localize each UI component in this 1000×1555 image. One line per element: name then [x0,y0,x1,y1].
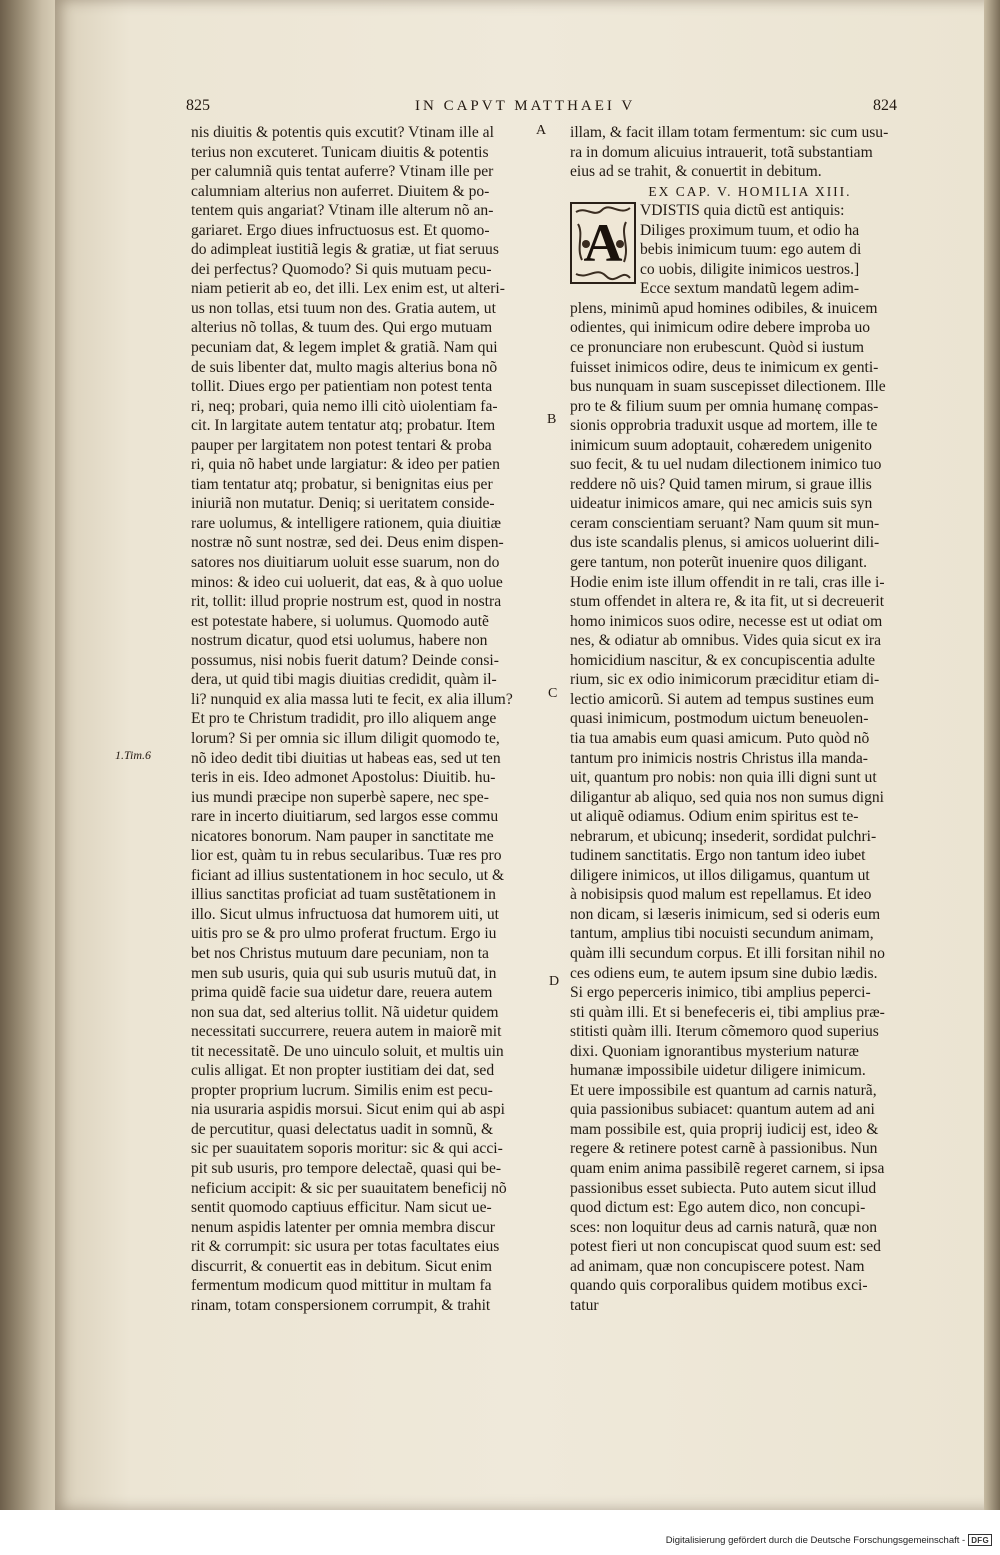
text-line: tit necessitatẽ. De uno uinculo soluit, et multis uin [191,1042,504,1060]
text-line: homo inimicos suos odire, necesse est ut odiat om [570,612,883,630]
text-line: sic per suauitatem soporis moritur: sic & qui acci- [191,1140,503,1158]
text-line: lorum? Si per omnia sic illum diligit quomodo te, [191,729,500,747]
text-line: bebis inimicum tuum: ego autem di [640,241,862,259]
dfg-logo: DFG [968,1534,992,1546]
text-line: gere tantum, non poterũt inuenire quos diligant. [570,554,868,572]
text-line: Et uere impossibile est quantum ad carnis naturã, [570,1081,877,1099]
text-line: quasi inimicum, postmodum uictum beneuolen- [570,710,869,728]
text-line: plens, minimũ apud homines odibiles, & inuicem [570,299,878,317]
text-line: mam possibile est, quia proprij iudicij est, ideo & [570,1120,879,1138]
text-line: est potestate habere, si uolumus. Quomodo autẽ [191,612,489,630]
homily-heading: EX CAP. V. HOMILIA XIII. [648,183,852,199]
text-line: do adimpleat iustitiã legis & gratiæ, ut fiat seruus [191,241,499,259]
text-line: de suis libenter dat, multo magis alterius bona nõ [191,358,498,376]
text-line: cit. In largitate autem tentatur atq; probatur. Item [191,417,496,435]
text-line: nicatores bonorum. Nam pauper in sanctitate me [191,827,494,845]
text-line: neficium accipit: & sic per suauitatem beneficij nõ [191,1179,507,1197]
text-line: sces: non loquitur deus ad carnis naturã, quæ non [570,1218,878,1236]
text-line: uit, quantum pro nobis: non quia illi digni sunt ut [570,769,877,787]
text-line: lectio amicorũ. Si autem ad tempus sustines eum [570,690,875,708]
text-line: pro te & filium suum per omnia humanę compas- [570,397,879,415]
text-line: pit sub usuris, pro tempore delectaẽ, quasi qui be- [191,1159,502,1177]
drop-cap-initial: A [570,202,636,284]
text-line: pauper per largitatem non potest tentari & proba [191,436,492,454]
text-line: culis alligat. Et non propter iustitiam dei dat, sed [191,1062,495,1080]
text-line: propter proprium lucrum. Similis enim est pecu- [191,1081,493,1099]
text-line: teris in eis. Ideo admonet Apostolus: Diuitib. hu- [191,769,496,787]
folio-left: 825 [186,97,210,114]
text-line: nebrarum, et ubicunq; insederit, sordidat pulchri- [570,827,877,845]
text-line: bet nos Christus mutuum dare pecuniam, non ta [191,944,489,962]
text-line: fuisset inimicos odire, deus te inimicum ex genti- [570,358,879,376]
text-line: VDISTIS quia dictũ est antiquis: [640,202,845,220]
book-page [55,0,992,1510]
text-line: de percutitur, quasi delectatus uadit in somnũ, & [191,1120,494,1138]
text-line: tollit. Diues ergo per patientiam non potest tenta [191,378,493,396]
text-line: nia usuraria aspidis morsui. Sicut enim qui ab aspi [191,1101,505,1119]
text-line: nis diuitis & potentis quis excutit? Vtinam ille al [191,124,494,141]
text-line: calumniam alterius non auferret. Diuitem & po- [191,182,490,200]
text-line: illam, & facit illam totam fermentum: sic cum usu- [570,124,889,141]
text-line: tudinem sanctitatis. Ergo non tantum ideo iubet [570,847,866,865]
text-line: à nobisipsis quod malum est repellamus. Et ideo [570,886,872,904]
text-line: Hodie enim iste illum offendit in re tali, cras ille i- [570,573,885,591]
text-line: rium, sic ex odio inimicorum præciditur etiam di- [570,671,880,689]
page-edge [984,0,1000,1510]
text-line: sti quàm illi. Et si benefeceris ei, tibi amplius præ- [570,1003,885,1021]
text-line: diligantur ab aliquo, sed quia nos non sumus digni [570,788,885,806]
text-line: dei perfectus? Quomodo? Si quis mutuam pecu- [191,260,492,278]
text-line: illius sanctitas proficiat ad tuam sustẽtationem in [191,886,496,904]
text-line: nostrum dicatur, quod etsi uolumus, habere non [191,632,488,650]
text-line: alterius nõ tollas, & tuum des. Qui ergo mutuam [191,319,493,337]
text-line: quam enim anima passibilẽ regeret carnem, si ipsa [570,1159,885,1177]
text-line: quàm illi secundum corpus. Et illi forsitan nihil no [570,944,885,962]
text-line: necessitati succurrere, reuera autem in maiorẽ mit [191,1023,502,1041]
text-line: bus nunquam in suam suscepisset dilectionem. Ille [570,378,886,396]
text-line: per calumniã quis tentat auferre? Vtinam ille per [191,163,494,181]
text-line: nes, & odiatur ab omnibus. Vides quia sicut ex ira [570,632,882,650]
text-line: Et pro te Christum tradidit, pro illo aliquem ange [191,710,497,728]
margin-citation: 1.Tim.6 [115,748,152,762]
text-line: ri, neq; probari, quia nemo illi citò uiolentiam fa- [191,397,498,415]
text-line: tantum pro inimicis nostris Christus illa manda- [570,749,868,767]
margin-letter-c: C [548,686,558,701]
text-line: tentem quis angariat? Vtinam ille alterum nõ an- [191,202,494,220]
text-line: Ecce sextum mandatũ legem adim- [640,280,860,298]
text-line: humanæ impossibile uidetur diligere inimicum. [570,1062,866,1080]
margin-letter-a: A [536,123,547,138]
text-line: Diliges proximum tuum, et odio ha [640,221,860,239]
text-line: rit, tollit: illud proprie nostrum est, quod in nostra [191,593,502,611]
text-line: dus iste scandalis plenus, si amicos uoluerint dili- [570,534,880,552]
book-gutter [0,0,60,1555]
text-line: tatur [570,1296,599,1314]
text-line: fermentum modicum quod mittitur in multam fa [191,1277,492,1295]
text-line: us non tollas, etsi tuum non des. Gratia autem, ut [191,299,496,317]
text-line: uitis pro se & pro ulmo proferat fructum. Ergo iu [191,925,497,943]
text-line: dixi. Quoniam ignorantibus mysterium naturæ [570,1042,859,1060]
text-line: dera, ut quid tibi magis diuitias credidit, quàm il- [191,671,497,689]
text-line: quia passionibus subiacet: quantum autem ad ani [570,1101,875,1119]
text-line: ri, quia nõ habet unde largiatur: & ideo per patien [191,456,500,474]
text-line: tantum, amplius tibi nocuisti secundum animam, [570,925,874,943]
text-line: ce pronunciare non erubescunt. Quòd si iustum [570,339,865,357]
text-line: odientes, qui inimicum odire debere improba uo [570,319,871,337]
text-line: nostræ nõ sunt nostræ, sed dei. Deus enim dispen- [191,534,504,552]
text-line: ad animam, quæ non concupiscere potest. Nam [570,1257,865,1275]
footer-text: Digitalisierung gefördert durch die Deutsche Forschungsgemeinschaft - [665,1534,966,1546]
text-line: eius ad se trahit, & conuertit in debitum. [570,163,822,181]
text-line: homicidium nascitur, & ex concupiscentia adulte [570,651,876,669]
text-line: rit & corrumpit: sic usura per totas facultates eius [191,1238,500,1256]
text-line: stitisti quàm illi. Iterum cõmemoro quod superius [570,1023,879,1041]
text-line: men sub usuris, quia qui sub usuris mutuũ dat, in [191,964,497,982]
text-line: sionis opprobria traduxit usque ad mortem, ille te [570,417,878,435]
text-line: ces odiens eum, te autem ipsum sine dubio lædis. [570,964,878,982]
text-line: diligere inimicos, ut illos diligamus, quantum ut [570,866,870,884]
text-line: quod dictum est: Ego autem dico, non concupi- [570,1199,866,1217]
text-line: niam petierit ab eo, det illi. Lex enim est, ut alteri- [191,280,505,298]
text-line: ius mundi præcipe non superbè sapere, nec spe- [191,788,489,806]
left-column [191,123,606,1315]
text-line: illo. Sicut ulmus infructuosa dat humorem uiti, ut [191,905,499,923]
text-line: co uobis, diligite inimicos uestros.] [640,260,860,278]
footer-bar [0,1510,1000,1555]
text-line: rare uolumus, & intelligere rationem, quia diuitiæ [191,514,502,532]
text-line: non sua dat, sed alterius tollit. Nã uidetur quidem [191,1003,499,1021]
text-line: potest fieri ut non concupiscat quod suum est: sed [570,1238,881,1256]
margin-letter-d: D [549,974,560,989]
text-line: prima quidẽ facie sua uidetur dare, reuera autem [191,984,493,1002]
margin-letter-b: B [547,412,557,427]
text-line: ficiant ad illius sustentationem in hoc seculo, ut & [191,866,505,884]
text-line: rare in incerto diuitiarum, sed largos esse commu [191,808,499,826]
text-line: rinam, totam conspersionem corrumpit, & trahit [191,1296,491,1314]
text-line: minos: & ideo cui uoluerit, dat eas, & à quo uolue [191,573,503,591]
text-line: uideatur inimicos amare, qui nec amicis suis syn [570,495,873,513]
text-line: stum offendet in altera re, & ita fit, ut si decreuerit [570,593,885,611]
text-line: non dicam, si læseris inimicum, sed si oderis eum [570,905,881,923]
right-column [570,123,930,1315]
text-line: regere & retinere potest carnẽ à passionibus. Nun [570,1140,878,1158]
text-line: ra in domum alicuius intrauerit, totã substantiam [570,143,873,161]
text-line: ceram conscientiam seruant? Nam quum sit mun- [570,514,880,532]
text-line: tiam tentatur atq; probatur, si benignitas eius per [191,475,493,493]
text-line: passionibus esset subiecta. Puto autem sicut illud [570,1179,877,1197]
folio-right: 824 [873,97,897,114]
text-line: nenum aspidis latenter per omnia membra discur [191,1218,495,1236]
text-line: lior est, quàm tu in rebus secularibus. Tuæ res pro [191,847,502,865]
text-line: reddere nõ uis? Quid tamen mirum, si graue illis [570,475,872,493]
text-line: inimicum suum adoptauit, cohæredem unigenito [570,436,872,454]
footer [666,1534,992,1546]
text-line: li? nunquid ex alia massa luti te fecit, ex alia illum? [191,690,513,708]
text-line: iniuriã non mutatur. Deniq; si ueritatem conside- [191,495,495,513]
text-line: gariaret. Ergo diues infructuosus est. Et quomo- [191,221,490,239]
text-line: ut aliquẽ odiamus. Odium enim spiritus est te- [570,808,859,826]
text-line: Si ergo peperceris inimico, tibi amplius peperci- [570,984,871,1002]
text-line: quando quis corporalibus quidem motibus exci- [570,1277,868,1295]
text-line: terius non excuteret. Tunicam diuitis & potentis [191,143,489,161]
text-line: nõ ideo dedit tibi diuitias ut habeas eas, sed ut ten [191,749,501,767]
text-line: tia tua amabis eum quasi amicum. Puto quòd nõ [570,729,870,747]
text-line: satores nos diuitiarum uoluit esse suarum, non do [191,554,500,572]
text-line: sentit quomodo captiuus efficitur. Nam sicut ue- [191,1199,492,1217]
running-head-title: IN CAPVT MATTHAEI V [415,98,636,114]
text-line: suo fecit, & tu uel nudam dilectionem inimico tuo [570,456,882,474]
text-line: pecuniam dat, & legem implet & gratiã. Nam qui [191,339,498,357]
text-line: discurrit, & conuertit eas in debitum. Sicut enim [191,1257,492,1275]
running-head [55,97,992,121]
text-line: possumus, nisi nobis fuerit datum? Deinde consi- [191,651,499,669]
